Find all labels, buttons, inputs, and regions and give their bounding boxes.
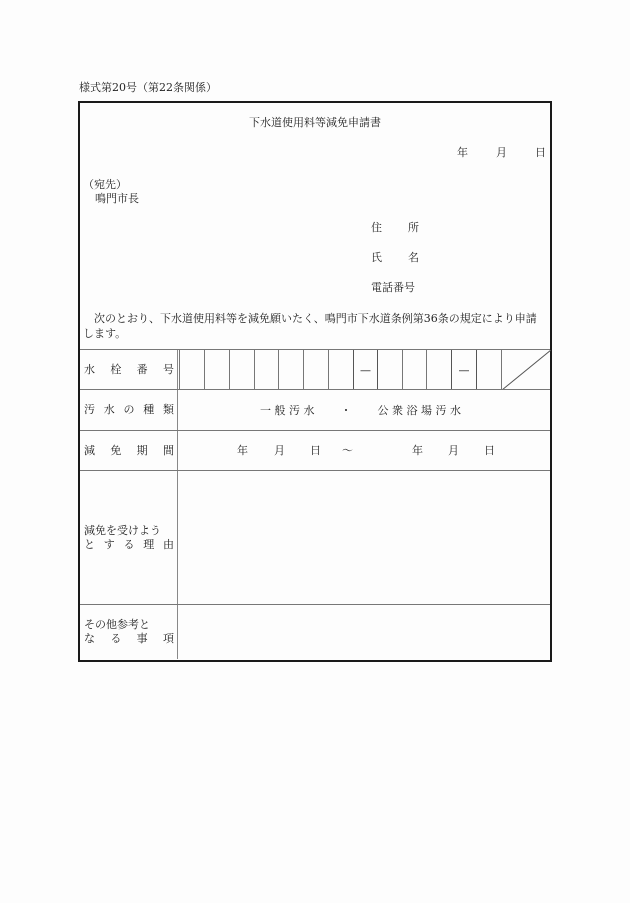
- tap-digit-cell[interactable]: [476, 350, 501, 390]
- tap-digit-cell[interactable]: [377, 350, 402, 390]
- request-statement: 次のとおり、下水道使用料等を減免願いたく、鳴門市下水道条例第36条の規定により申請します。: [83, 312, 537, 340]
- date-month-label: 月: [496, 146, 507, 159]
- tap-number-label: 水 栓 番 号: [80, 350, 178, 390]
- tap-digit-cell[interactable]: [328, 350, 353, 390]
- option-separator: ・: [340, 404, 352, 417]
- table-row-wastewater-type: [80, 389, 550, 430]
- tap-separator-dash: —: [451, 350, 476, 390]
- phone-label: 電話番号: [371, 281, 415, 294]
- document-title: 下水道使用料等減免申請書: [249, 116, 381, 129]
- period-from-month: 月: [274, 444, 285, 457]
- other-notes-label: その他参考と な る 事 項: [80, 605, 178, 659]
- addressee-label: （宛先）: [83, 178, 127, 191]
- applicant-phone-field[interactable]: [371, 281, 419, 295]
- table-row-other-notes: [80, 604, 550, 659]
- option-general-wastewater[interactable]: 一 般 汚 水: [260, 404, 315, 417]
- tap-digit-cell[interactable]: [229, 350, 254, 390]
- tap-digit-cell[interactable]: [179, 350, 204, 390]
- tap-digit-cell[interactable]: [402, 350, 426, 390]
- option-public-bath-wastewater[interactable]: 公 衆 浴 場 汚 水: [377, 404, 461, 417]
- tap-separator-dash: —: [353, 350, 377, 390]
- table-row-exemption-period: [80, 430, 550, 471]
- table-row-reason: [80, 470, 550, 605]
- other-notes-input-area[interactable]: [179, 605, 550, 659]
- applicant-name-field[interactable]: [371, 251, 419, 265]
- tap-digit-cell[interactable]: [278, 350, 303, 390]
- tap-digit-cell[interactable]: [254, 350, 278, 390]
- period-to-month: 月: [448, 444, 459, 457]
- name-label-char: 氏: [371, 251, 382, 264]
- period-tilde: ～: [342, 444, 353, 457]
- tap-digit-cell[interactable]: [426, 350, 451, 390]
- addressee-name: 鳴門市長: [95, 192, 139, 205]
- table-row-tap-number: [80, 349, 550, 390]
- period-from-day: 日: [310, 444, 321, 457]
- tap-number-cells: [179, 350, 550, 390]
- exemption-period-field[interactable]: [179, 431, 550, 471]
- date-year-label: 年: [457, 146, 468, 159]
- period-to-year: 年: [412, 444, 423, 457]
- form-number-header: 様式第20号（第22条関係）: [79, 81, 217, 94]
- wastewater-type-label: 汚 水 の 種 類: [80, 390, 178, 430]
- name-label-char: 名: [408, 251, 419, 264]
- application-date: [429, 146, 546, 160]
- address-label-char: 所: [408, 221, 419, 234]
- reason-input-area[interactable]: [179, 471, 550, 605]
- tap-digit-cell[interactable]: [303, 350, 328, 390]
- applicant-address-field[interactable]: [371, 221, 419, 235]
- exemption-period-label: 減 免 期 間: [80, 431, 178, 471]
- date-day-label: 日: [535, 146, 546, 159]
- diagonal-slash-icon: [502, 350, 551, 390]
- tap-unused-diagonal-cell: [501, 350, 550, 390]
- application-form: [78, 101, 552, 662]
- address-label-char: 住: [371, 221, 382, 234]
- period-from-year: 年: [237, 444, 248, 457]
- period-to-day: 日: [484, 444, 495, 457]
- tap-digit-cell[interactable]: [204, 350, 229, 390]
- reason-label: 減免を受けよう と す る 理 由: [80, 471, 178, 605]
